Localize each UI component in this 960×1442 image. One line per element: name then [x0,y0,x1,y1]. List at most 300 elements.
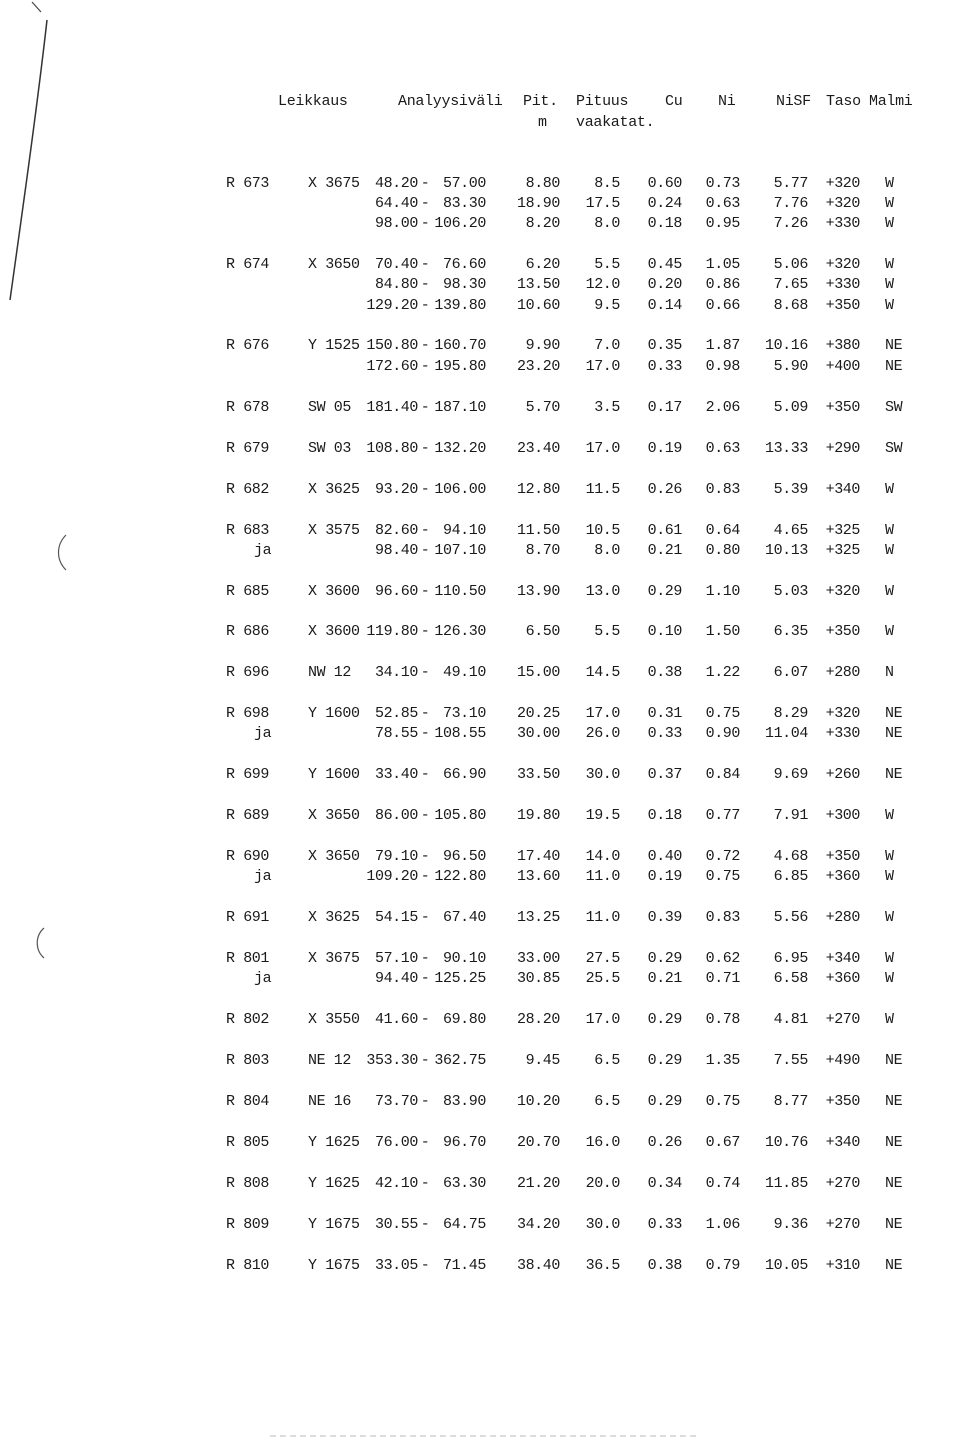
cell-pit: 20.25 [516,705,560,722]
cell-leikkaus: R 682 [226,481,270,498]
cell-profile: X 3675 [308,175,360,192]
cell-pit: 13.60 [516,868,560,885]
range-separator: - [420,705,430,722]
cell-pit: 33.00 [516,950,560,967]
cell-pituus: 17.0 [585,440,620,457]
cell-malmi: NE [885,766,903,783]
range-separator: - [420,175,430,192]
cell-pit: 6.20 [525,256,560,273]
cell-pit: 5.70 [525,399,560,416]
cell-cu: 0.45 [647,256,682,273]
cell-cu: 0.60 [647,175,682,192]
cell-malmi: NE [885,705,903,722]
cell-malmi: W [885,297,894,314]
cell-pit: 30.85 [516,970,560,987]
cell-cu: 0.34 [647,1175,682,1192]
cell-malmi: W [885,256,894,273]
cell-malmi: W [885,970,894,987]
cell-profile: X 3575 [308,522,360,539]
range-separator: - [420,522,430,539]
cell-malmi: NE [885,358,903,375]
cell-profile: Y 1675 [308,1257,360,1274]
cell-leikkaus: R 808 [226,1175,270,1192]
cell-pit: 8.70 [525,542,560,559]
cell-pituus: 12.0 [585,276,620,293]
cell-taso: +310 [825,1257,860,1274]
range-separator: - [420,807,430,824]
cell-pituus: 7.0 [594,337,620,354]
cell-to: 110.50 [434,583,486,600]
range-separator: - [420,1052,430,1069]
cell-ni: 0.95 [705,215,740,232]
cell-from: 76.00 [374,1134,418,1151]
cell-leikkaus: ja [254,725,272,742]
cell-leikkaus: R 678 [226,399,270,416]
cell-nisf: 7.76 [773,195,808,212]
cell-pit: 20.70 [516,1134,560,1151]
cell-taso: +325 [825,522,860,539]
cell-taso: +380 [825,337,860,354]
cell-leikkaus: R 699 [226,766,270,783]
cell-from: 94.40 [374,970,418,987]
cell-pit: 9.45 [525,1052,560,1069]
cell-cu: 0.17 [647,399,682,416]
cell-ni: 1.22 [705,664,740,681]
cell-from: 108.80 [366,440,418,457]
cell-taso: +360 [825,868,860,885]
cell-from: 98.40 [374,542,418,559]
cell-leikkaus: R 804 [226,1093,270,1110]
cell-pituus: 13.0 [585,583,620,600]
range-separator: - [420,1134,430,1151]
cell-pituus: 19.5 [585,807,620,824]
cell-profile: X 3625 [308,481,360,498]
range-separator: - [420,970,430,987]
cell-profile: X 3650 [308,807,360,824]
cell-cu: 0.20 [647,276,682,293]
cell-from: 181.40 [366,399,418,416]
range-separator: - [420,256,430,273]
cell-nisf: 10.76 [764,1134,808,1151]
cell-leikkaus: R 676 [226,337,270,354]
cell-malmi: W [885,276,894,293]
header-leikkaus: Leikkaus [278,93,348,110]
cell-pituus: 26.0 [585,725,620,742]
cell-pit: 13.90 [516,583,560,600]
cell-malmi: NE [885,1257,903,1274]
cell-nisf: 11.04 [764,725,808,742]
cell-ni: 0.90 [705,725,740,742]
cell-from: 30.55 [374,1216,418,1233]
cell-ni: 0.83 [705,481,740,498]
cell-pituus: 30.0 [585,1216,620,1233]
range-separator: - [420,215,430,232]
cell-from: 109.20 [366,868,418,885]
cell-taso: +270 [825,1011,860,1028]
cell-ni: 1.35 [705,1052,740,1069]
cell-profile: Y 1675 [308,1216,360,1233]
header-pit: Pit. [523,93,558,110]
range-separator: - [420,440,430,457]
cell-pituus: 8.0 [594,542,620,559]
cell-nisf: 5.06 [773,256,808,273]
header-cu: Cu [665,93,683,110]
cell-taso: +330 [825,725,860,742]
cell-to: 64.75 [442,1216,486,1233]
cell-taso: +400 [825,358,860,375]
cell-malmi: W [885,215,894,232]
cell-leikkaus: R 673 [226,175,270,192]
cell-ni: 0.78 [705,1011,740,1028]
cell-malmi: SW [885,399,903,416]
range-separator: - [420,399,430,416]
cell-to: 63.30 [442,1175,486,1192]
cell-ni: 0.64 [705,522,740,539]
cell-from: 73.70 [374,1093,418,1110]
cell-to: 71.45 [442,1257,486,1274]
cell-profile: Y 1625 [308,1134,360,1151]
cell-profile: SW 03 [308,440,352,457]
cell-taso: +330 [825,215,860,232]
cell-cu: 0.33 [647,358,682,375]
cell-leikkaus: R 809 [226,1216,270,1233]
cell-nisf: 10.13 [764,542,808,559]
cell-from: 172.60 [366,358,418,375]
cell-malmi: NE [885,1052,903,1069]
cell-taso: +325 [825,542,860,559]
cell-taso: +350 [825,848,860,865]
range-separator: - [420,337,430,354]
cell-profile: X 3650 [308,848,360,865]
cell-pituus: 20.0 [585,1175,620,1192]
cell-from: 48.20 [374,175,418,192]
cell-nisf: 4.81 [773,1011,808,1028]
cell-from: 64.40 [374,195,418,212]
cell-profile: NE 12 [308,1052,352,1069]
cell-leikkaus: R 801 [226,950,270,967]
range-separator: - [420,950,430,967]
cell-to: 66.90 [442,766,486,783]
cell-pit: 33.50 [516,766,560,783]
cell-malmi: NE [885,1093,903,1110]
cell-taso: +320 [825,256,860,273]
cell-to: 67.40 [442,909,486,926]
cell-pituus: 17.0 [585,705,620,722]
cell-cu: 0.29 [647,1093,682,1110]
cell-pituus: 9.5 [594,297,620,314]
cell-to: 105.80 [434,807,486,824]
cell-taso: +290 [825,440,860,457]
cell-taso: +330 [825,276,860,293]
cell-pit: 18.90 [516,195,560,212]
cell-to: 76.60 [442,256,486,273]
cell-profile: SW 05 [308,399,352,416]
cell-cu: 0.37 [647,766,682,783]
cell-from: 54.15 [374,909,418,926]
range-separator: - [420,481,430,498]
cell-nisf: 4.65 [773,522,808,539]
cell-taso: +270 [825,1216,860,1233]
cell-to: 187.10 [434,399,486,416]
cell-taso: +350 [825,623,860,640]
cell-nisf: 5.77 [773,175,808,192]
cell-pit: 17.40 [516,848,560,865]
cell-pituus: 17.0 [585,358,620,375]
cell-leikkaus: R 683 [226,522,270,539]
cell-ni: 0.62 [705,950,740,967]
range-separator: - [420,542,430,559]
cell-malmi: W [885,807,894,824]
cell-nisf: 6.35 [773,623,808,640]
cell-profile: Y 1600 [308,705,360,722]
range-separator: - [420,848,430,865]
cell-leikkaus: R 698 [226,705,270,722]
cell-to: 49.10 [442,664,486,681]
cell-pit: 38.40 [516,1257,560,1274]
cell-from: 98.00 [374,215,418,232]
cell-ni: 0.73 [705,175,740,192]
cell-pituus: 30.0 [585,766,620,783]
cell-pit: 34.20 [516,1216,560,1233]
cell-cu: 0.18 [647,215,682,232]
cell-cu: 0.29 [647,1052,682,1069]
cell-pit: 23.40 [516,440,560,457]
cell-from: 150.80 [366,337,418,354]
cell-nisf: 5.09 [773,399,808,416]
cell-cu: 0.35 [647,337,682,354]
cell-pituus: 27.5 [585,950,620,967]
cell-malmi: W [885,1011,894,1028]
cell-to: 122.80 [434,868,486,885]
cell-to: 96.50 [442,848,486,865]
cell-nisf: 7.91 [773,807,808,824]
cell-pituus: 6.5 [594,1052,620,1069]
cell-malmi: NE [885,337,903,354]
range-separator: - [420,1093,430,1110]
cell-taso: +340 [825,1134,860,1151]
header-analyysivali: Analyysiväli [398,93,503,110]
cell-pit: 8.80 [525,175,560,192]
cell-from: 129.20 [366,297,418,314]
cell-nisf: 8.77 [773,1093,808,1110]
cell-profile: X 3650 [308,256,360,273]
cell-pituus: 14.5 [585,664,620,681]
cell-nisf: 7.55 [773,1052,808,1069]
cell-pit: 30.00 [516,725,560,742]
cell-malmi: N [885,664,894,681]
cell-from: 78.55 [374,725,418,742]
cell-taso: +320 [825,175,860,192]
cell-cu: 0.33 [647,725,682,742]
cell-nisf: 7.26 [773,215,808,232]
cell-to: 195.80 [434,358,486,375]
range-separator: - [420,297,430,314]
cell-pituus: 6.5 [594,1093,620,1110]
cell-nisf: 11.85 [764,1175,808,1192]
cell-malmi: NE [885,725,903,742]
cell-from: 33.40 [374,766,418,783]
cell-to: 160.70 [434,337,486,354]
cell-nisf: 10.05 [764,1257,808,1274]
cell-profile: X 3600 [308,583,360,600]
cell-cu: 0.38 [647,1257,682,1274]
cell-leikkaus: R 810 [226,1257,270,1274]
cell-nisf: 5.90 [773,358,808,375]
cell-ni: 0.98 [705,358,740,375]
header-pituus-sub: vaakatat. [576,114,655,131]
cell-pit: 9.90 [525,337,560,354]
cell-leikkaus: R 696 [226,664,270,681]
cell-taso: +360 [825,970,860,987]
cell-from: 42.10 [374,1175,418,1192]
cell-to: 83.30 [442,195,486,212]
cell-pituus: 14.0 [585,848,620,865]
cell-taso: +350 [825,297,860,314]
cell-to: 362.75 [434,1052,486,1069]
cell-pituus: 16.0 [585,1134,620,1151]
cell-pit: 21.20 [516,1175,560,1192]
cell-from: 93.20 [374,481,418,498]
cell-to: 90.10 [442,950,486,967]
cell-cu: 0.40 [647,848,682,865]
cell-from: 41.60 [374,1011,418,1028]
cell-profile: Y 1600 [308,766,360,783]
cell-to: 69.80 [442,1011,486,1028]
cell-from: 70.40 [374,256,418,273]
cell-ni: 0.74 [705,1175,740,1192]
cell-taso: +280 [825,909,860,926]
cell-from: 96.60 [374,583,418,600]
cell-cu: 0.31 [647,705,682,722]
cell-nisf: 10.16 [764,337,808,354]
cell-profile: X 3625 [308,909,360,926]
cell-ni: 0.75 [705,868,740,885]
cell-leikkaus: R 686 [226,623,270,640]
cell-cu: 0.29 [647,950,682,967]
cell-from: 86.00 [374,807,418,824]
cell-malmi: W [885,522,894,539]
cell-pituus: 5.5 [594,256,620,273]
cell-leikkaus: R 679 [226,440,270,457]
cell-nisf: 8.29 [773,705,808,722]
cell-taso: +340 [825,950,860,967]
cell-nisf: 6.95 [773,950,808,967]
range-separator: - [420,583,430,600]
cell-pituus: 17.5 [585,195,620,212]
cell-nisf: 6.07 [773,664,808,681]
cell-leikkaus: ja [254,542,272,559]
range-separator: - [420,623,430,640]
cell-to: 107.10 [434,542,486,559]
cell-nisf: 5.39 [773,481,808,498]
cell-malmi: W [885,481,894,498]
cell-cu: 0.10 [647,623,682,640]
cell-cu: 0.38 [647,664,682,681]
cell-profile: Y 1625 [308,1175,360,1192]
cell-profile: NW 12 [308,664,352,681]
cell-from: 33.05 [374,1257,418,1274]
cell-ni: 1.10 [705,583,740,600]
cell-pit: 19.80 [516,807,560,824]
cell-pit: 13.50 [516,276,560,293]
cell-cu: 0.26 [647,1134,682,1151]
cell-cu: 0.29 [647,583,682,600]
cell-ni: 0.79 [705,1257,740,1274]
cell-ni: 0.80 [705,542,740,559]
range-separator: - [420,1257,430,1274]
cell-cu: 0.21 [647,970,682,987]
cell-malmi: NE [885,1175,903,1192]
cell-nisf: 6.85 [773,868,808,885]
cell-pit: 13.25 [516,909,560,926]
cell-taso: +320 [825,705,860,722]
cell-taso: +320 [825,195,860,212]
cell-leikkaus: R 685 [226,583,270,600]
cell-to: 73.10 [442,705,486,722]
cell-ni: 0.63 [705,195,740,212]
cell-taso: +490 [825,1052,860,1069]
cell-cu: 0.18 [647,807,682,824]
cell-ni: 0.83 [705,909,740,926]
cell-malmi: W [885,848,894,865]
cell-cu: 0.61 [647,522,682,539]
cell-to: 94.10 [442,522,486,539]
cell-malmi: NE [885,1134,903,1151]
cell-malmi: W [885,868,894,885]
cell-nisf: 6.58 [773,970,808,987]
cell-malmi: W [885,623,894,640]
cell-profile: X 3675 [308,950,360,967]
range-separator: - [420,1216,430,1233]
cell-to: 57.00 [442,175,486,192]
range-separator: - [420,1175,430,1192]
cell-ni: 0.77 [705,807,740,824]
range-separator: - [420,664,430,681]
cell-malmi: W [885,950,894,967]
cell-pituus: 10.5 [585,522,620,539]
cell-pituus: 17.0 [585,1011,620,1028]
cell-nisf: 8.68 [773,297,808,314]
cell-malmi: SW [885,440,903,457]
cell-pituus: 5.5 [594,623,620,640]
cell-cu: 0.39 [647,909,682,926]
cell-leikkaus: R 802 [226,1011,270,1028]
cell-to: 125.25 [434,970,486,987]
range-separator: - [420,358,430,375]
cell-malmi: W [885,583,894,600]
cell-ni: 0.67 [705,1134,740,1151]
cell-malmi: W [885,175,894,192]
cell-malmi: W [885,542,894,559]
cell-cu: 0.26 [647,481,682,498]
cell-cu: 0.19 [647,868,682,885]
cell-pituus: 8.0 [594,215,620,232]
cell-taso: +260 [825,766,860,783]
cell-pit: 12.80 [516,481,560,498]
cell-ni: 0.75 [705,705,740,722]
cell-pit: 10.60 [516,297,560,314]
cell-ni: 0.72 [705,848,740,865]
cell-pituus: 3.5 [594,399,620,416]
cell-leikkaus: R 690 [226,848,270,865]
cell-to: 96.70 [442,1134,486,1151]
cell-pituus: 11.0 [585,868,620,885]
cell-from: 84.80 [374,276,418,293]
cell-ni: 1.06 [705,1216,740,1233]
range-separator: - [420,725,430,742]
cell-to: 108.55 [434,725,486,742]
range-separator: - [420,766,430,783]
